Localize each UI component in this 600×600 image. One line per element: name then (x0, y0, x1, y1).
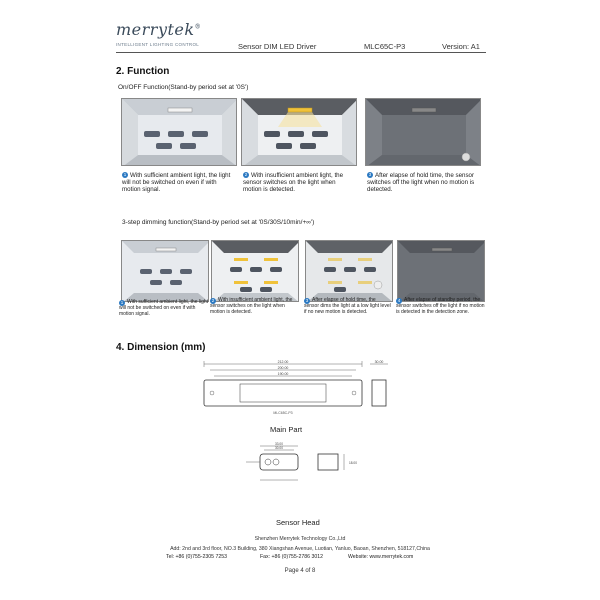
page-number: Page 4 of 8 (284, 568, 316, 574)
clock-icon (374, 281, 382, 289)
dim-caption-4 (396, 298, 486, 316)
clock-icon (462, 153, 470, 161)
sensor-dim-w2: 30.00 (275, 446, 283, 450)
dim-overall: 212.00 (277, 360, 289, 364)
parking-garage-dark-illustration (366, 99, 481, 166)
sensor-head-technical-drawing (246, 440, 366, 500)
onoff-caption-3 (367, 172, 481, 193)
header-rule (116, 52, 486, 53)
caption-text: With insufficient ambient light, the sensor switches on the light when motion is detected. (210, 297, 293, 315)
dim-height: 30.00 (374, 360, 384, 364)
caption-text: After elapse of hold time, the sensor dims the light at a low light level if no new motion is detected. (304, 297, 391, 315)
dim-caption-1 (119, 300, 209, 318)
dim-scene-2 (211, 240, 299, 302)
logo-tagline: INTELLIGENT LIGHTING CONTROL (116, 42, 200, 47)
caption-text: After elapse of standby period, the sensor switches off the light if no motion is detected in the detection zone. (396, 297, 485, 315)
sensor-head-drawing (246, 440, 366, 500)
main-part-technical-drawing (200, 358, 400, 418)
footer-website[interactable]: Website: www.merrytek.com (348, 554, 414, 560)
logo-text: merrytek (116, 20, 195, 39)
step-number-badge: 2 (211, 298, 215, 303)
step-number-badge: 2 (244, 172, 248, 177)
dim-scene-4 (397, 240, 485, 302)
onoff-caption-1 (122, 172, 234, 193)
footer-address: Add: 2nd and 3rd floor, NO.3 Building, 380 Xiangshan Avenue, Luotian, Yanluo, Baoan, Shenzhen, 518127,China (170, 546, 430, 552)
dim-scene-3 (305, 240, 393, 302)
company-logo (116, 20, 201, 39)
parking-garage-light-on-illustration (242, 99, 357, 166)
garage-ambient-light-illustration (122, 241, 209, 302)
model-number: MLC65C-P3 (364, 42, 406, 51)
dimension-section-title: 4. Dimension (mm) (116, 342, 206, 353)
caption-text: After elapse of hold time, the sensor switches off the light when no motion is detected. (367, 172, 475, 193)
main-part-label: Main Part (270, 425, 303, 434)
step-number-badge: 3 (368, 172, 372, 177)
garage-off-illustration (398, 241, 485, 302)
step-number-badge: 3 (305, 298, 309, 303)
step-number-badge: 1 (120, 300, 124, 305)
onoff-scene-1 (121, 98, 237, 166)
footer-company: Shenzhen Merrytek Technology Co.,Ltd (254, 536, 346, 542)
dim-caption-3 (304, 298, 392, 316)
garage-dimmed-light-illustration (306, 241, 393, 302)
drawing-model-text: MLC65C-P3 (273, 411, 293, 415)
sensor-head-label: Sensor Head (276, 518, 320, 527)
caption-text: With insufficient ambient light, the sensor switches on the light when motion is detected. (243, 172, 344, 193)
dim-scene-1 (121, 240, 209, 302)
onoff-scene-3 (365, 98, 481, 166)
caption-text: With sufficient ambient light, the light will not be switched on even if with motion signal. (122, 172, 231, 193)
onoff-scene-2 (241, 98, 357, 166)
sensor-dim-w3: 18.00 (349, 461, 357, 465)
onoff-caption-2 (243, 172, 355, 193)
parking-garage-light-off-illustration (122, 99, 237, 166)
dim-caption-2 (210, 298, 298, 316)
footer-tel: Tel: +86 (0)755-2305 7253 (166, 554, 227, 560)
main-part-drawing (200, 358, 400, 418)
footer-fax: Fax: +86 (0)755-2786 3012 (260, 554, 324, 560)
step-number-badge: 4 (397, 298, 401, 303)
garage-full-light-illustration (212, 241, 299, 302)
sensor-dim-w1: 33.00 (275, 442, 283, 446)
function-section-title: 2. Function (116, 66, 170, 77)
caption-text: With sufficient ambient light, the light will not be switched on even if with motion signal. (119, 299, 209, 317)
version-label: Version: A1 (442, 42, 480, 51)
dim-inner-2: 190.00 (277, 372, 289, 376)
onoff-subtitle: On/OFF Function(Stand-by period set at '0S') (118, 84, 249, 91)
dim-inner-1: 200.00 (277, 366, 289, 370)
logo-registered-mark: ® (194, 23, 202, 31)
dimming-subtitle: 3-step dimming function(Stand-by period set at '0S/30S/10min/+∞') (122, 219, 315, 226)
doc-title: Sensor DIM LED Driver (238, 42, 317, 51)
step-number-badge: 1 (123, 172, 127, 177)
